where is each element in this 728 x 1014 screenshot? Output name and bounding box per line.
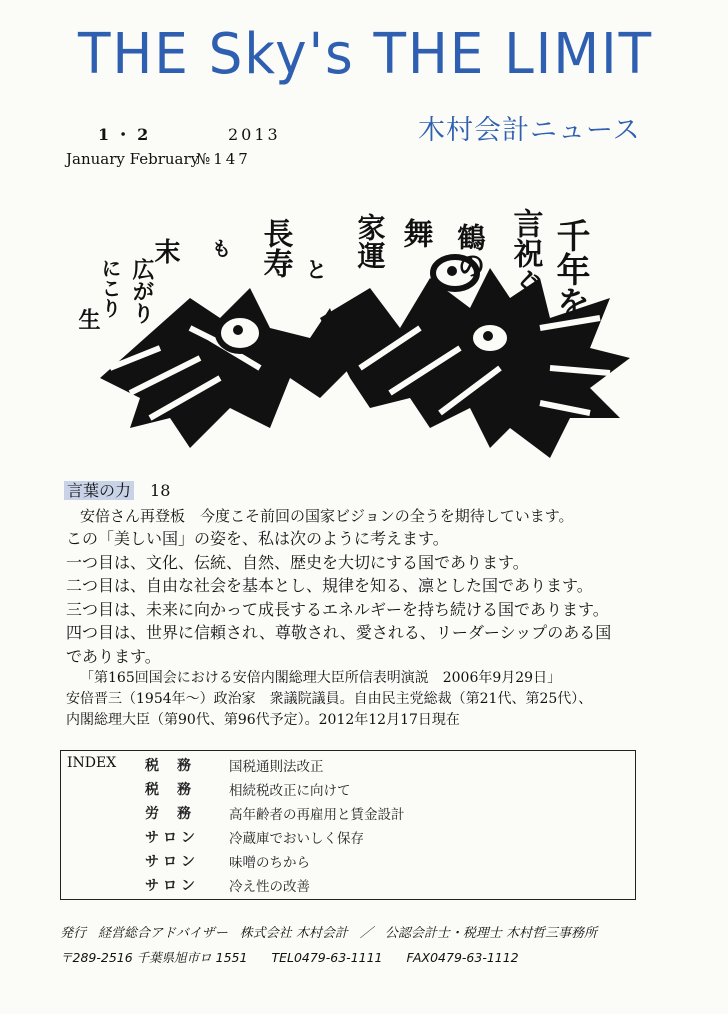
column-heading-label: 言葉の力 xyxy=(64,481,134,500)
index-category: サロン xyxy=(145,830,199,846)
index-category: サロン xyxy=(145,854,199,870)
column-citation: 「第165回国会における安倍内閣総理大臣所信表明演説 2006年9月29日」 xyxy=(80,670,562,686)
footer-advisor: 経営総合アドバイザー xyxy=(98,926,228,941)
calligraphy-9: 末 xyxy=(150,238,180,264)
index-category: 労務 xyxy=(145,806,209,822)
calligraphy-12: 生 xyxy=(75,308,101,330)
column-line: 四つ目は、世界に信頼され、尊敬され、愛される、リーダーシップのある国 xyxy=(66,623,612,642)
index-item: 冷蔵庫でおいしく保存 xyxy=(229,831,364,847)
column-line: 安倍さん再登板 今度こそ前回の国家ビジョンの全うを期待しています。 xyxy=(80,507,574,525)
column-bio-line: 安倍晋三（1954年〜）政治家 衆議院議員。自由民主党総裁（第21代、第25代）、 xyxy=(66,691,593,707)
calligraphy-7: 長寿 xyxy=(257,218,293,278)
calligraphy-8: も xyxy=(208,238,232,258)
footer-address: 〒289-2516 千葉県旭市ロ 1551 xyxy=(60,950,248,965)
column-bio-line: 内閣総理大臣（第90代、第96代予定）。2012年12月17日現在 xyxy=(66,712,460,728)
column-line: 二つ目は、自由な社会を基本とし、規律を知る、凛とした国であります。 xyxy=(66,576,593,595)
index-item: 相続税改正に向けて xyxy=(229,783,351,799)
column-line: 一つ目は、文化、伝統、自然、歴史を大切にする国であります。 xyxy=(66,552,529,572)
calligraphy-4: 舞 xyxy=(397,218,433,248)
crane-woodcut-illustration xyxy=(70,178,650,468)
footer-company: 株式会社 木村会計 xyxy=(239,926,348,941)
issue-year: 2013 xyxy=(228,125,281,144)
index-category: 税務 xyxy=(145,782,209,798)
column-line: この「美しい国」の姿を、私は次のように考えます。 xyxy=(66,529,449,548)
column-line: であります。 xyxy=(66,646,161,666)
calligraphy-1: 千年を xyxy=(550,218,590,320)
footer-office: 公認会計士・税理士 木村哲三事務所 xyxy=(384,926,598,941)
issue-no: №147 xyxy=(196,150,251,168)
index-item: 高年齢者の再雇用と賃金設計 xyxy=(229,807,405,823)
footer-publisher-label: 発行 xyxy=(60,926,87,941)
index-category: サロン xyxy=(145,878,199,894)
calligraphy-5: 家運 xyxy=(353,213,387,269)
footer-tel: TEL0479-63-1111 xyxy=(271,950,383,965)
footer-fax: FAX0479-63-1112 xyxy=(406,950,519,965)
calligraphy-6: と xyxy=(302,258,328,280)
calligraphy-11: にこり xyxy=(98,258,122,318)
index-title: INDEX xyxy=(67,755,117,771)
column-heading xyxy=(64,478,170,501)
column-heading-number: 18 xyxy=(150,481,171,500)
footer-divider: ／ xyxy=(359,926,373,941)
index-item: 冷え性の改善 xyxy=(229,879,310,895)
index-item: 味噌のちから xyxy=(229,855,310,871)
column-body xyxy=(66,505,666,731)
index-box xyxy=(60,750,636,900)
footer-publisher xyxy=(60,922,609,941)
calligraphy-2: 言祝ぐ xyxy=(507,208,543,298)
column-line: 三つ目は、未来に向かって成長するエネルギーを持ち続ける国であります。 xyxy=(66,599,609,619)
issue-number: 1・2 xyxy=(98,125,155,144)
newsletter-subtitle: 木村会計ニュース xyxy=(418,115,641,146)
footer-contact xyxy=(60,948,543,966)
calligraphy-10: 広がり xyxy=(129,258,155,324)
index-item: 国税通則法改正 xyxy=(229,759,324,775)
issue-months: January February xyxy=(66,150,200,168)
calligraphy-3: 鶴の xyxy=(453,223,487,279)
index-category: 税務 xyxy=(145,758,209,774)
masthead-title: THE Sky's THE LIMIT xyxy=(78,22,653,87)
